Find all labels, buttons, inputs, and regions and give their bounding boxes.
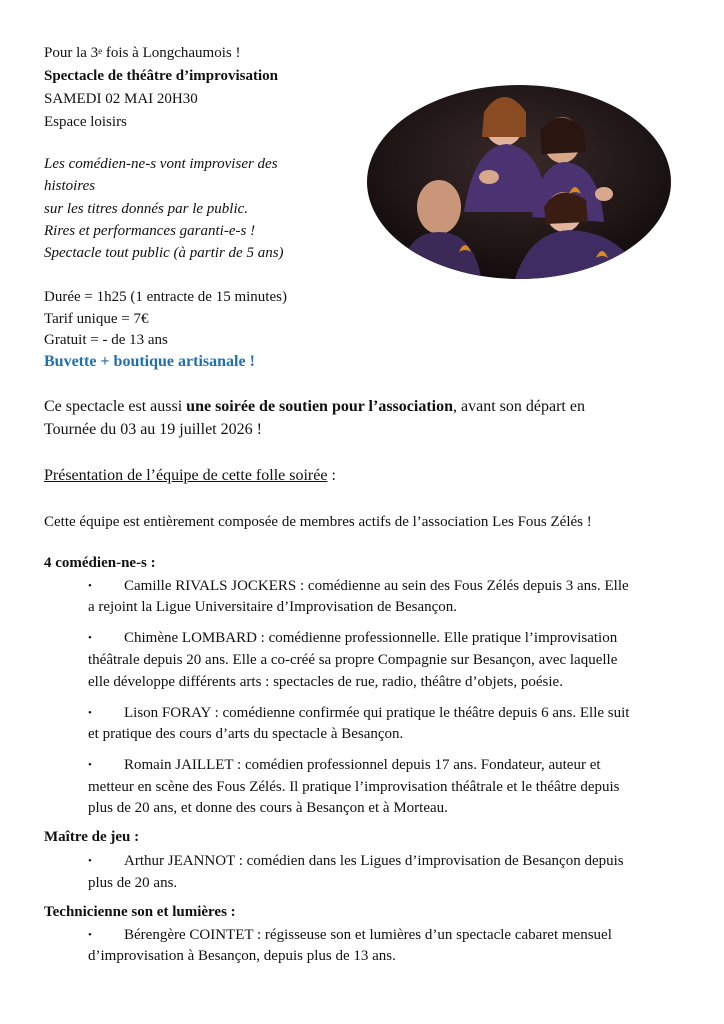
intro-italic-5: Spectacle tout public (à partir de 5 ans)	[44, 245, 284, 261]
member-berengere-line-1: Bérengère COINTET : régisseuse son et lumières d’un spectacle cabaret mensuel	[124, 927, 612, 943]
soutien-post: , avant son départ en	[453, 398, 585, 415]
presentation-colon: :	[327, 467, 336, 484]
presentation-heading	[44, 466, 336, 485]
member-camille-line-1: Camille RIVALS JOCKERS : comédienne au sein des Fous Zélés depuis 3 ans. Elle	[124, 578, 629, 594]
troupe-photo	[364, 82, 674, 282]
soutien-line-1	[44, 397, 585, 416]
bullet-icon: •	[88, 929, 92, 941]
section-heading-comediens: 4 comédien-ne-s :	[44, 555, 156, 571]
member-lison-line-1: Lison FORAY : comédienne confirmée qui pratique le théâtre depuis 6 ans. Elle suit	[124, 705, 630, 721]
show-title: Spectacle de théâtre d’improvisation	[44, 68, 279, 84]
member-romain-line-3: plus de 20 ans, et donne des cours à Besançon et à Morteau.	[88, 800, 448, 816]
intro-italic-1: Les comédien-ne-s vont improviser des	[44, 156, 278, 172]
bullet-icon: •	[88, 707, 92, 719]
member-lison-line-2: et pratique des cours d’arts du spectacle à Besançon.	[88, 726, 404, 742]
member-romain-line-1: Romain JAILLET : comédien professionnel depuis 17 ans. Fondateur, auteur et	[124, 757, 601, 773]
ordinal-sup: e	[98, 46, 103, 56]
show-date: SAMEDI 02 MAI 20H30	[44, 91, 198, 107]
bullet-icon: •	[88, 580, 92, 592]
show-place: Espace loisirs	[44, 114, 127, 130]
bullet-icon: •	[88, 759, 92, 771]
intro-line-text: Pour la 3	[44, 45, 99, 61]
free-entry: Gratuit = - de 13 ans	[44, 332, 168, 348]
member-arthur-line-1: Arthur JEANNOT : comédien dans les Ligues d’improvisation de Besançon depuis	[124, 853, 624, 869]
team-intro: Cette équipe est entièrement composée de membres actifs de l’association Les Fous Zélés !	[44, 514, 592, 530]
member-berengere-line-2: d’improvisation à Besançon, depuis plus de 13 ans.	[88, 948, 396, 964]
section-heading-technicienne: Technicienne son et lumières :	[44, 904, 236, 920]
member-romain-line-2: metteur en scène des Fous Zélés. Il pratique l’improvisation théâtrale et le théâtre depuis	[88, 779, 620, 795]
intro-line-text-end: fois à Longchaumois !	[102, 45, 241, 61]
soutien-pre: Ce spectacle est aussi	[44, 398, 187, 415]
bullet-icon: •	[88, 632, 92, 644]
soutien-bold: une soirée de soutien pour l’association	[186, 398, 453, 415]
section-heading-maitre: Maître de jeu :	[44, 829, 140, 845]
member-chimene-line-3: elle développe différents arts : spectacles de rue, radio, théâtre d’objets, poésie.	[88, 674, 563, 690]
member-arthur-line-2: plus de 20 ans.	[88, 875, 178, 891]
member-camille-line-2: a rejoint la Ligue Universitaire d’Improvisation de Besançon.	[88, 599, 458, 615]
buvette-highlight: Buvette + boutique artisanale !	[44, 353, 255, 370]
presentation-underlined: Présentation de l’équipe de cette folle soirée	[44, 467, 328, 484]
member-chimene-line-1: Chimène LOMBARD : comédienne professionnelle. Elle pratique l’improvisation	[124, 630, 618, 646]
duration: Durée = 1h25 (1 entracte de 15 minutes)	[44, 289, 287, 305]
intro-italic-2: histoires	[44, 178, 96, 194]
intro-italic-4: Rires et performances garanti-e-s !	[44, 223, 256, 239]
member-chimene-line-2: théâtrale depuis 20 ans. Elle a co-créé sa propre Compagnie sur Besançon, avec laquelle	[88, 652, 618, 668]
intro-line	[44, 44, 240, 63]
soutien-line-2: Tournée du 03 au 19 juillet 2026 !	[44, 421, 262, 438]
intro-italic-3: sur les titres donnés par le public.	[44, 201, 249, 217]
bullet-icon: •	[88, 855, 92, 867]
price: Tarif unique = 7€	[44, 311, 149, 327]
